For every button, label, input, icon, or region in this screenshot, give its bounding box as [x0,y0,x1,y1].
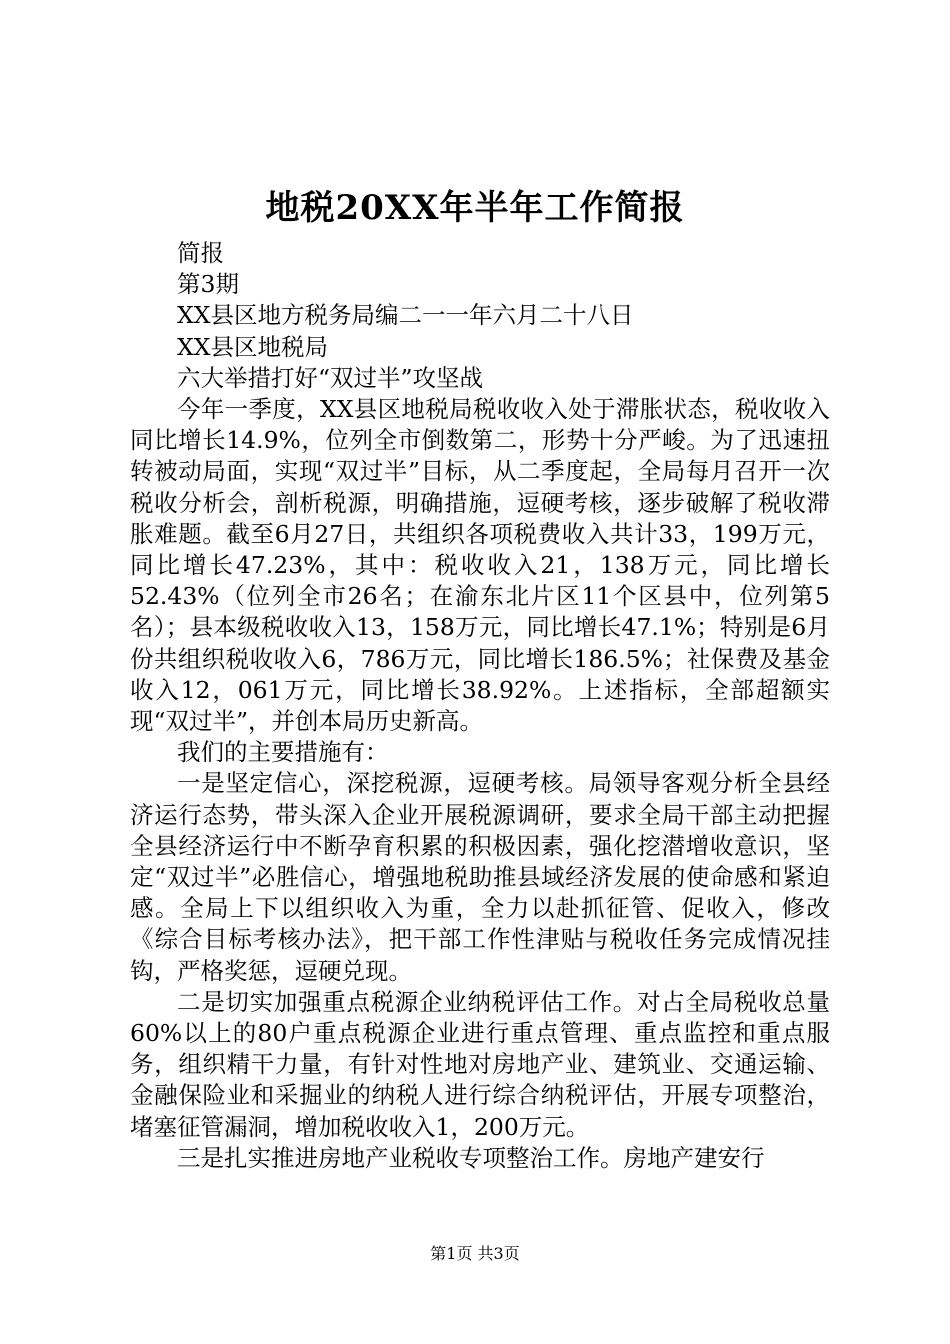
document-title: 地税20XX年半年工作简报 [265,188,685,228]
header-line-headline: 六大举措打好“双过半”攻坚战 [177,363,484,392]
document-body [130,238,830,1174]
header-line-issue: 第3期 [177,270,239,299]
header-line-brief: 简报 [177,239,224,267]
paragraph-measure-1: 一是坚定信心，深挖税源，逗硬考核。局领导客观分析全县经济运行态势，带头深入企业开展税源调研，要求全局干部主动把握全县经济运行中不断孕育积累的积极因素，强化挖潜增收意识，坚定“双过半”必胜信心，增强地税助推县域经济发展的使命感和紧迫感。全局上下以组织收入为重，全力以赴抓征管、促收入，修改《综合目标考核办法》，把干部工作性津贴与税收任务完成情况挂钩，严格奖惩，逗硬兑现。 [130,769,830,985]
paragraph-measure-3: 三是扎实推进房地产业税收专项整治工作。房地产建安行 [177,1143,765,1172]
paragraph-measure-2: 二是切实加强重点税源企业纳税评估工作。对占全局税收总量60%以上的80户重点税源企业进行重点管理、重点监控和重点服务，组织精干力量，有针对性地对房地产业、建筑业、交通运输、金融保险业和采掘业的纳税人进行综合纳税评估，开展专项整治，堵塞征管漏洞，增加税收收入1，200万元。 [130,987,830,1141]
header-line-bureau: XX县区地税局 [177,332,328,361]
page-footer: 第1页 共3页 [430,1244,520,1263]
paragraph-overview: 今年一季度，XX县区地税局税收收入处于滞胀状态，税收收入同比增长14.9%，位列全市倒数第二，形势十分严峻。为了迅速扭转被动局面，实现“双过半”目标，从二季度起，全局每月召开一次税收分析会，剖析税源，明确措施，逗硬考核，逐步破解了税收滞胀难题。截至6月27日，共组织各项税费收入共计33，199万元，同比增长47.23%，其中：税收收入21，138万元，同比增长52.43%（位列全市26名；在渝东北片区11个区县中，位列第5名）；县本级税收收入13，158万元，同比增长47.1%；特别是6月份共组织税收收入6，786万元，同比增长186.5%；社保费及基金收入12，061万元，同比增长38.92%。上述指标，全部超额实现“双过半”，并创本局历史新高。 [130,395,830,736]
header-line-editor-date: XX县区地方税务局编二一一年六月二十八日 [177,301,634,330]
paragraph-measures-intro: 我们的主要措施有： [177,738,389,767]
